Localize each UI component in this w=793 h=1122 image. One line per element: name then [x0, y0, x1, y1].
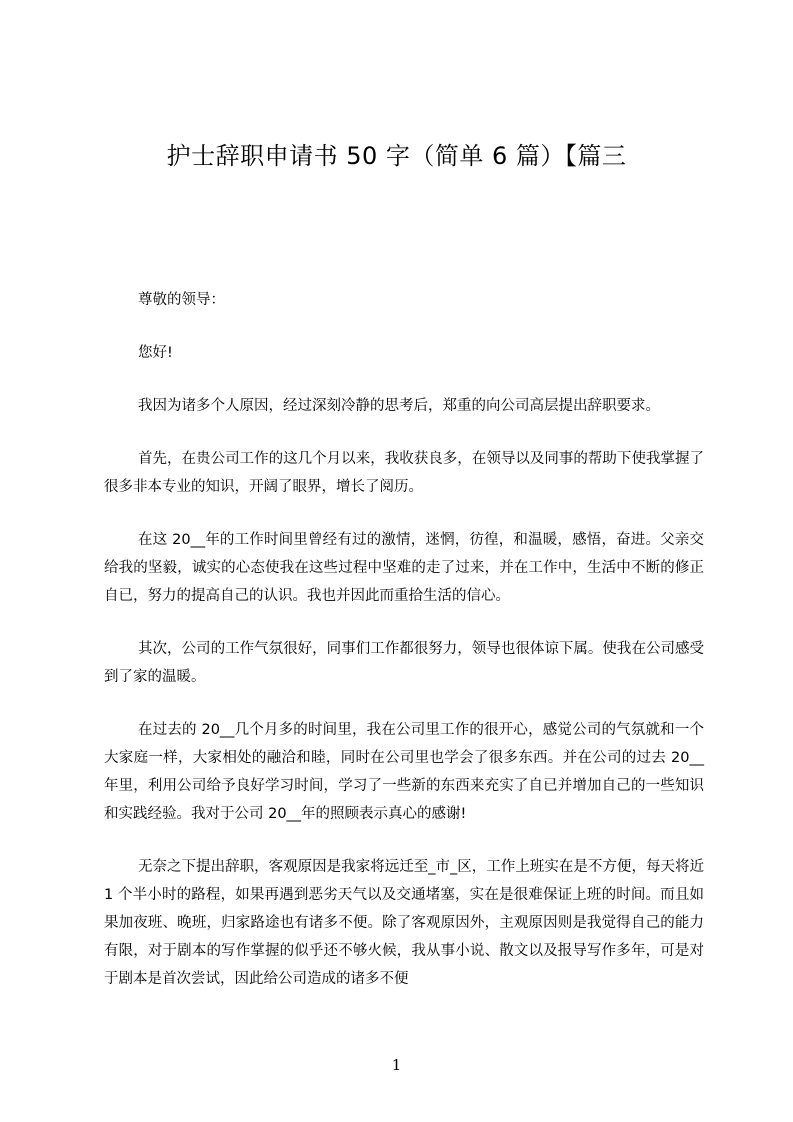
body-paragraph: 在过去的 20__几个月多的时间里，我在公司里工作的很开心，感觉公司的气氛就和一个大家庭一样，大家相处的融洽和睦，同时在公司里也学会了很多东西。并在公司的过去 20__年里，利用公司给予良好学习时间，学习了一些新的东西来充实了自已并增加自己的一些知识和实践经验。我对于公司 20__年的照顾表示真心的感谢!: [104, 722, 704, 822]
document-title: 护士辞职申请书 50 字（简单 6 篇）【篇三: [166, 142, 627, 170]
body-paragraph: 在这 20__年的工作时间里曾经有过的激情，迷惘，彷徨，和温暖，感悟，奋进。父亲交给我的坚毅，诚实的心态使我在这些过程中坚难的走了过来，并在工作中，生活中不断的修正自已，努力的提高自己的认识。我也并因此而重拾生活的信心。: [104, 532, 704, 604]
page-number: 1: [391, 1056, 402, 1074]
body-paragraph: 无奈之下提出辞职，客观原因是我家将远迁至_市_区，工作上班实在是不方便，每天将近 1 个半小时的路程，如果再遇到恶劣天气以及交通堵塞，实在是很难保证上班的时间。而且如果加夜班、晚班，归家路途也有诸多不便。除了客观原因外，主观原因则是我觉得自己的能力有限，对于剧本的写作掌握的似乎还不够火候，我从事小说、散文以及报导写作多年，可是对于剧本是首次尝试，因此给公司造成的诸多不便: [104, 859, 704, 987]
body-paragraph: 我因为诸多个人原因，经过深刻冷静的思考后，郑重的向公司高层提出辞职要求。: [138, 398, 660, 414]
greeting: 您好!: [138, 345, 173, 361]
body-paragraph: 首先，在贵公司工作的这几个月以来，我收获良多，在领导以及同事的帮助下使我掌握了很多非本专业的知识，开阔了眼界，增长了阅历。: [104, 451, 704, 495]
body-paragraph: 其次，公司的工作气氛很好，同事们工作都很努力，领导也很体谅下属。使我在公司感受到了家的温暖。: [104, 641, 704, 685]
salutation: 尊敬的领导：: [138, 292, 225, 308]
document-body: [104, 286, 704, 993]
